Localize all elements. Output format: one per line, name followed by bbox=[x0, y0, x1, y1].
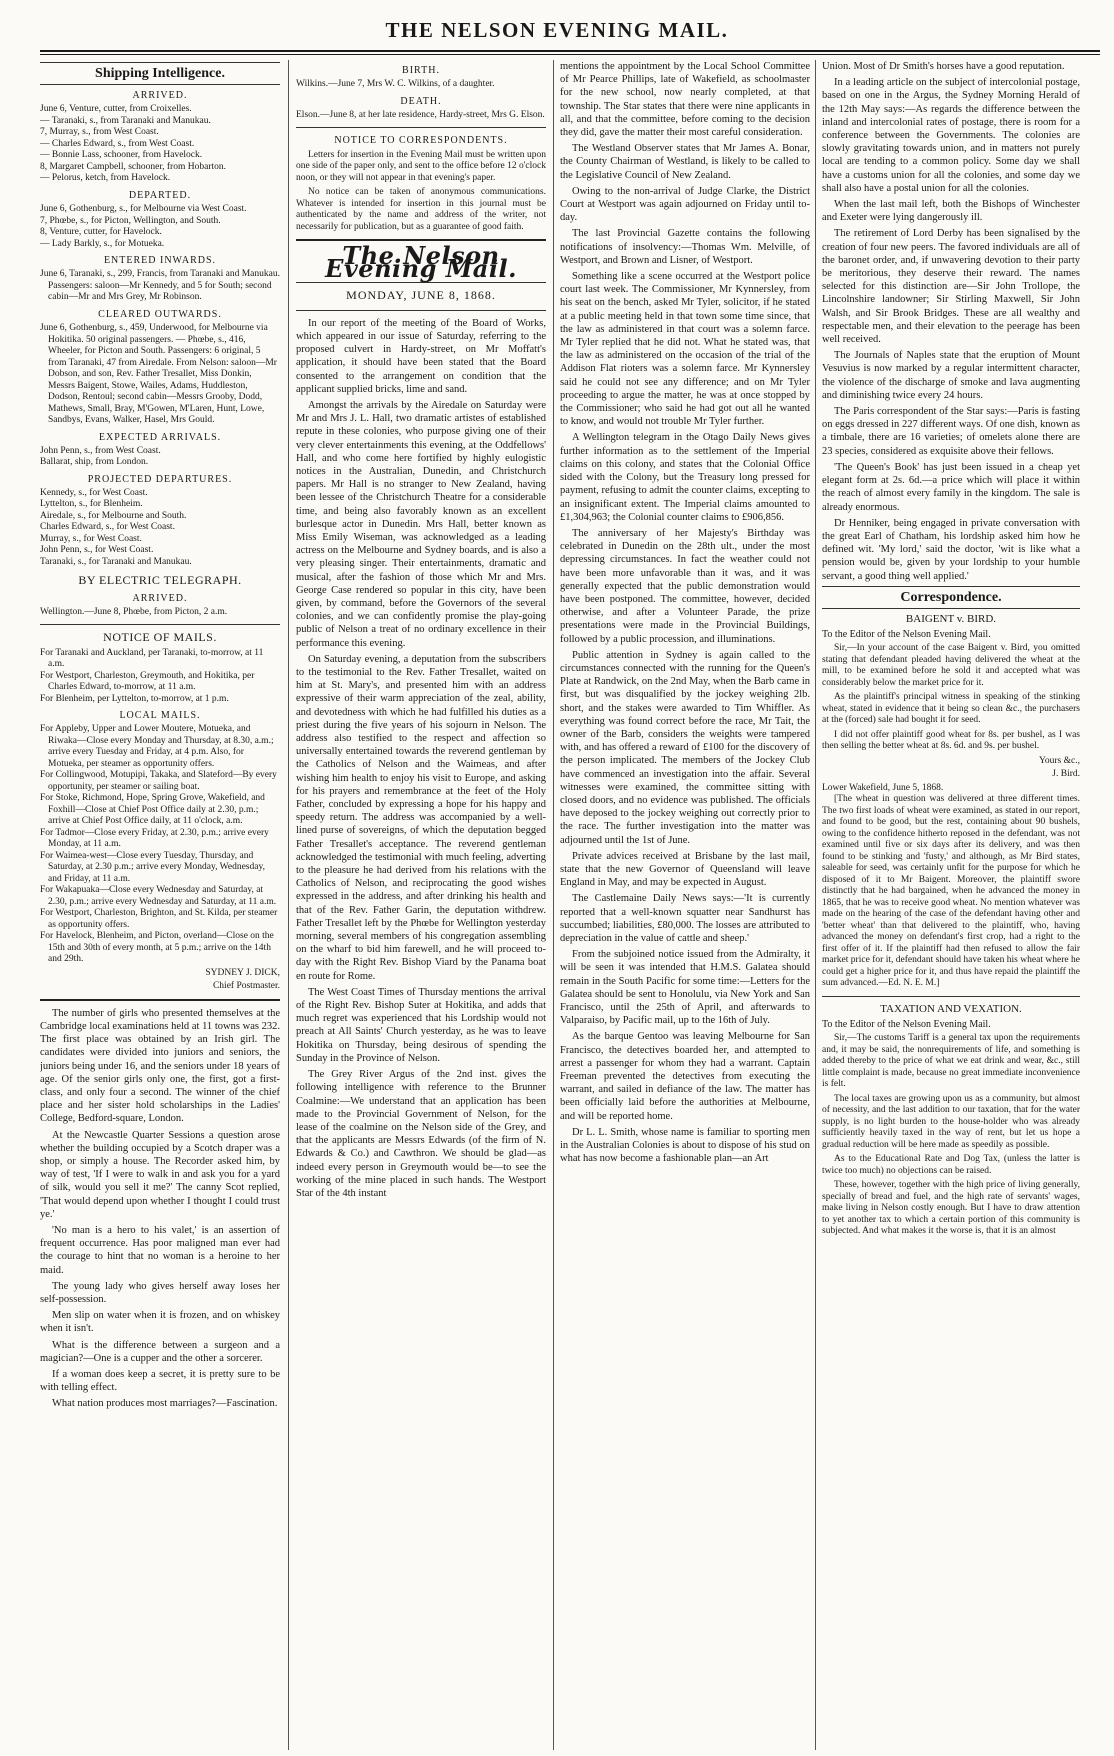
local-mails-heading: LOCAL MAILS. bbox=[119, 710, 201, 722]
death-heading: DEATH. bbox=[400, 95, 442, 107]
mails-signature: SYDNEY J. DICK, bbox=[205, 967, 280, 978]
divider bbox=[40, 999, 280, 1001]
list-item: 7, Murray, s., from West Coast. bbox=[40, 127, 159, 138]
paragraph: mentions the appointment by the Local School Committee of Mr Pearce Phillips, late of Wakefield, as schoolmaster for the new school, now nearly completed, at that township. The Star states that there were nine applicants in all, and that the committee, before coming to the decision they did, gave the matter their most careful consideration. bbox=[560, 61, 810, 139]
masthead-rule bbox=[40, 50, 1100, 55]
list-item: — Bonnie Lass, schooner, from Havelock. bbox=[40, 150, 203, 161]
paragraph: Dr L. L. Smith, whose name is familiar to sporting men in the Australian Colonies is about to dispose of his stud on what has now become a fashionable plan—an Art bbox=[560, 1126, 810, 1165]
list-item: — Taranaki, s., from Taranaki and Manukau. bbox=[40, 115, 211, 126]
death-text: Elson.—June 8, at her late residence, Hardy-street, Mrs G. Elson. bbox=[296, 109, 545, 120]
correspondence-heading: Correspondence. bbox=[822, 586, 1080, 609]
notice-heading: NOTICE TO CORRESPONDENTS. bbox=[334, 135, 508, 147]
paragraph: When the last mail left, both the Bishops of Winchester and Exeter were lying dangerously ill. bbox=[822, 199, 1080, 224]
shipping-heading: Shipping Intelligence. bbox=[40, 62, 280, 85]
paragraph: In our report of the meeting of the Board of Works, which appeared in our issue of Saturday, referring to the proposed culvert in Hardy-street, on Mr Moffatt's application, it should have been stated that the Board consented to the arrangement on condition that the applicant supplied bricks, lime and sand. bbox=[296, 317, 546, 395]
list-item: For Taranaki and Auckland, per Taranaki, to-morrow, at 11 a.m. bbox=[40, 647, 264, 670]
entered-heading: ENTERED INWARDS. bbox=[103, 255, 217, 267]
letter-paragraph: I did not offer plaintiff good wheat for 8s. per bushel, as I was then selling the better wheat at 8s. 6d. and 9s. per bushel. bbox=[822, 729, 1080, 752]
list-item: For Wakapuaka—Close every Wednesday and Saturday, at 2.30, p.m.; arrive every Wednesday and Saturday, at 11 a.m. bbox=[40, 885, 277, 907]
letter-paragraph: These, however, together with the high price of living generally, specially of bread and fuel, and the high rate of servants' wages, make living in Nelson costly enough. But I have to draw attention to yet another tax to which a certain portion of this community is subjected. And what makes it the worse is, that it is an almost bbox=[822, 1180, 1080, 1237]
paragraph: The Grey River Argus of the 2nd inst. gives the following intelligence with reference to the Brunner Coalmine:—We understand that an application has been made to the Provincial Government of Nelson, for the lease of the coalmine on the Nelson side of the Grey, and that the applicants are Messrs Edwards (of the firm of N. Edwards & Co.) and Cawthron. We should be glad—as indeed every person in Greymouth would be—to see the working of the mine placed in such hands. The Westport Star of the 4th instant bbox=[296, 1069, 546, 1199]
column-3 bbox=[560, 60, 810, 1750]
paragraph: The Paris correspondent of the Star says:—Paris is fasting on eggs dressed in 227 different ways. Of one dish, known as a timbale, there are 16 varieties; of omelets alone there are 23 species, considered as exquisite above their fellows. bbox=[822, 406, 1080, 457]
list-item: 7, Phœbe, s., for Picton, Wellington, and South. bbox=[40, 215, 221, 226]
list-item: — Lady Barkly, s., for Motueka. bbox=[40, 238, 165, 249]
paragraph: Private advices received at Brisbane by the last mail, state that the new Governor of Queensland will leave England in May, and may be expected in August. bbox=[560, 850, 810, 889]
entered-text: June 6, Taranaki, s., 299, Francis, from Taranaki and Manukau. Passengers: saloon—Mr Kennedy, and 5 for South; second cabin—Mr and Mrs Grey, Mr Robinson. bbox=[40, 269, 280, 303]
paragraph: A Wellington telegram in the Otago Daily News gives further information as to the settlement of the Imperial claims on this colony, and states that the Colonial Office sided with the Colony, but the Treasury long pressed for payment, refusing to admit the counter claims, excepting to an insignificant extent. The Imperial claims amounted to £1,304,963; the Colonial counter claims to £906,856. bbox=[560, 432, 810, 523]
list-item: For Appleby, Upper and Lower Moutere, Motueka, and Riwaka—Close every Monday and Thursday, at 8.30, a.m.; arrive every Tuesday and Friday, at 4 p.m. Also, for Motueka, per steamer as opportunity offers. bbox=[40, 724, 274, 769]
letter-heading: TAXATION AND VEXATION. bbox=[880, 1002, 1022, 1015]
telegraph-heading: BY ELECTRIC TELEGRAPH. bbox=[78, 573, 242, 588]
divider bbox=[296, 127, 546, 128]
paragraph: What is the difference between a surgeon and a magician?—One is a cupper and the other a sorcerer. bbox=[40, 1339, 280, 1364]
list-item: Ballarat, ship, from London. bbox=[40, 457, 149, 468]
list-item: Taranaki, s., for Taranaki and Manukau. bbox=[40, 556, 192, 567]
local-mails-list bbox=[40, 724, 280, 966]
list-item: For Westport, Charleston, Brighton, and St. Kilda, per steamer as opportunity offers. bbox=[40, 908, 278, 930]
letter-heading: BAIGENT v. BIRD. bbox=[905, 612, 997, 625]
list-item: Airedale, s., for Melbourne and South. bbox=[40, 510, 187, 521]
column-1 bbox=[40, 60, 280, 1750]
list-item: Lyttelton, s., for Blenheim. bbox=[40, 499, 143, 510]
expected-heading: EXPECTED ARRIVALS. bbox=[98, 431, 222, 443]
cleared-heading: CLEARED OUTWARDS. bbox=[98, 308, 222, 320]
notice-text: Letters for insertion in the Evening Mail must be written upon one side of the paper only, and sent to the office before 12 o'clock noon, or they will not appear in that evening's paper. bbox=[296, 149, 546, 183]
paragraph: Union. Most of Dr Smith's horses have a good reputation. bbox=[822, 61, 1065, 72]
paragraph: 'No man is a hero to his valet,' is an assertion of frequent occurrence. Has poor maligned man ever had the courage to hint that no woman is a heroine to her maid. bbox=[40, 1224, 280, 1276]
paper-title: The Nelson Evening Mail. bbox=[325, 241, 517, 284]
list-item: For Tadmor—Close every Friday, at 2.30, p.m.; arrive every Monday, at 11 a.m. bbox=[40, 827, 269, 850]
list-item: June 6, Venture, cutter, from Croixelles. bbox=[40, 104, 192, 115]
list-item: For Havelock, Blenheim, and Picton, overland—Close on the 15th and 30th of every month, at 5 p.m.; arrive on the 14th and 29th. bbox=[40, 931, 274, 965]
arrived-heading: ARRIVED. bbox=[132, 90, 188, 102]
letter-paragraph: The local taxes are growing upon us as a community, but almost of necessity, and the last addition to our taxation, that for the water supply, is no light burden to the house-holder who was already sufficiently heavily taxed in the way of rent, but let us hope a gradual reduction will be here made as speedily as possible. bbox=[822, 1093, 1080, 1150]
divider bbox=[40, 624, 280, 625]
letter-salutation: To the Editor of the Nelson Evening Mail. bbox=[822, 1019, 991, 1031]
column-2 bbox=[296, 60, 546, 1750]
letter-salutation: To the Editor of the Nelson Evening Mail. bbox=[822, 629, 991, 641]
paragraph: The number of girls who presented themselves at the Cambridge local examinations held at 11 towns was 232. The first place was obtained by an Irish girl. The candidates were divided into juniors and seniors, the juniors being under 16, and the seniors under 18 years of age. Of the senior girls only one, the first, got a first-class, and only four a second. The winner of the chief place and her sister hold scholarships in the Ladies' College, Bedford-square, London. bbox=[40, 1007, 280, 1125]
projected-heading: PROJECTED DEPARTURES. bbox=[87, 473, 233, 485]
column-divider bbox=[288, 60, 289, 1750]
paragraph: The anniversary of her Majesty's Birthday was celebrated in Dunedin on the 28th ult., under the most depressing circumstances. In fact the weather could not have been more unfavorable than it was, and it was generally expected that the public demonstration would have been postponed. The committee, however, decided otherwise, and after a Volunteer Parade, the prize presentations were made in the Provincial Buildings, followed by a public procession, and illuminations. bbox=[560, 527, 810, 645]
divider bbox=[822, 996, 1080, 997]
paragraph: As the barque Gentoo was leaving Melbourne for San Francisco, the detectives boarded her, and attempted to arrest a passenger for whom they had a warrant. Captain Freeman prevented the detectives from executing the warrant, and sailed in defiance of the law. The matter has been officially laid before the authorities at Melbourne, and will be reported home. bbox=[560, 1031, 810, 1122]
paragraph: The Journals of Naples state that the eruption of Mount Vesuvius is now marked by a regular intermittent character, the violence of the discharge of smoke and lava augmenting and diminishing twice every 24 hours. bbox=[822, 350, 1080, 401]
paragraph: From the subjoined notice issued from the Admiralty, it will be seen it was intended that H.M.S. Galatea should remain in the South Pacific for some time:—Letters for the Galatea should be sent to Honolulu, via New York and San Francisco, until the 25th of April, and afterwards to Valparaiso, by Pacific mail, up to the 16th of July. bbox=[560, 949, 810, 1027]
list-item: Charles Edward, s., for West Coast. bbox=[40, 522, 175, 533]
list-item: For Blenheim, per Lyttelton, to-morrow, at 1 p.m. bbox=[40, 693, 229, 704]
letter-paragraph: As the plaintiff's principal witness in speaking of the stinking wheat, stated in evidence that it being so clean &c., the purchasers at the (forced) sale had bought it for seed. bbox=[822, 692, 1080, 726]
birth-text: Wilkins.—June 7, Mrs W. C. Wilkins, of a daughter. bbox=[296, 79, 495, 90]
paragraph: The last Provincial Gazette contains the following notifications of insolvency:—Thomas Wm. Melville, of Westport, and Brown and Lisner, of Westport. bbox=[560, 228, 810, 266]
paragraph: Men slip on water when it is frozen, and on whiskey when it isn't. bbox=[40, 1310, 280, 1335]
letter-paragraph: Sir,—In your account of the case Baigent v. Bird, you omitted stating that defendant pleaded having delivered the wheat at the mill, to be examined before he sold it and accepted what was considerably below the market price for it. bbox=[822, 643, 1080, 688]
list-item: John Penn, s., from West Coast. bbox=[40, 445, 161, 456]
paragraph: Dr Henniker, being engaged in private conversation with the great Earl of Chatham, his lordship asked him how he defined wit. 'My lord,' said the doctor, 'wit is like what a pension would be, given by your lordship to your humble servant, a good thing well applied.' bbox=[822, 517, 1080, 582]
divider bbox=[296, 310, 546, 311]
letter-paragraph: Sir,—The customs Tariff is a general tax upon the requirements and, it may be said, the nonrequirements of life, and something is added thereby to the price of what we eat drink and wear, &c., still little complaint is made, because no great immediate inconvenience is felt. bbox=[822, 1033, 1080, 1090]
cleared-text: June 6, Gothenburg, s., 459, Underwood, for Melbourne via Hokitika. 50 original passengers. — Phœbe, s., 416, Wheeler, for Picton and South. Passengers: 6 original, 5 from Taranaki, 47 from Airedale. From Nelson: saloon—Mr Dobson, and son, Rev. Father Tresallet, Miss Donkin, Messrs Baigent, Stowe, Wailes, Adams, Huddleston, Dodson, Rentoul; second cabin—Messrs Grooby, Dodd, Mathews, Small, Bray, M'Gowen, M'Laren, Hunt, Lowe, Sandbys, Evans, Walker, Hasel, Mrs Gould. bbox=[40, 323, 277, 426]
editor-note: [The wheat in question was delivered at three different times. The two first loads of wheat were examined, as stated in our report, and found to be good, but the rest, containing about 90 bushels, owing to the confidence hitherto reposed in the defendant, was not examined until five or six days after its delivery, and was then found to be stinking and 'fusty,' and although, as Mr Bird states, saleable for seed, was certainly unfit for the purpose for which he disposed of it to Mr Baigent. Moreover, the plaintiff swore distinctly that he had bargained, when he advanced the money in 1865, that he was to receive good wheat. No mention whatever was made on the hearing of the case of the defendant having other and 'better wheat' than that delivered to the plaintiff, who, having advanced the money on defendant's first crop, had a right to the first offer of it. If the plaintiff had then refused to allow the fair market price for it, defendant should have taken his wheat where he could get a higher price for it, and thus have repaid the plaintiff the sum advanced.—Ed. N. E. M.] bbox=[822, 794, 1080, 989]
list-item: 8, Venture, cutter, for Havelock. bbox=[40, 227, 162, 238]
list-item: — Pelorus, ketch, from Havelock. bbox=[40, 173, 171, 184]
paragraph: At the Newcastle Quarter Sessions a question arose whether the building occupied by a Scotch draper was a shop, or simply a house. The Recorder asked him, by way of test, 'If I were to walk in and ask you for a yard of silk, would you sell it me?' The canny Scot replied, 'That would depend upon whether I thought I could trust ye.' bbox=[40, 1129, 280, 1220]
column-divider bbox=[815, 60, 816, 1750]
letter-signature: J. Bird. bbox=[1052, 769, 1080, 780]
list-item: June 6, Gothenburg, s., for Melbourne via West Coast. bbox=[40, 204, 247, 215]
column-divider bbox=[553, 60, 554, 1750]
list-item: For Westport, Charleston, Greymouth, and Hokitika, per Charles Edward, to-morrow, at 11 a.m. bbox=[40, 670, 255, 693]
birth-heading: BIRTH. bbox=[402, 65, 440, 76]
paragraph: Public attention in Sydney is again called to the circumstances connected with the running for the Queen's Plate at Randwick, on the 2nd May, when the Barb came in first, but was disqualified by the jockey weighing 2lb. short, and the stakes were awarded to Tim Whiffler. As everything was found correct before the race, Mr Tait, the owner of the Barb, considers the weights were tampered with, and has offered a reward of £100 for the discovery of the person implicated. The members of the Jockey Club have commenced an investigation into the affair. Several witnesses were examined, the committee sitting with closed doors, and no evidence was published. The officials have deposed to the jockey weighing out correctly prior to the race. The further investigation into the matter was adjourned until the 1st of June. bbox=[560, 649, 810, 846]
paragraph: The Castlemaine Daily News says:—'It is currently reported that a well-known squatter near Sandhurst has succumbed; liabilities, £80,000. The losses are attributed to depreciation in the value of cattle and sheep.' bbox=[560, 893, 810, 944]
list-item: John Penn, s., for West Coast. bbox=[40, 545, 154, 556]
departed-heading: DEPARTED. bbox=[128, 189, 192, 201]
paragraph: On Saturday evening, a deputation from the subscribers to the testimonial to the Rev. Father Tresallet, waited on him at St. Mary's, and presented him with an address expressive of their warm appreciation of the zeal, ability, and devotedness with which he had fulfilled his duties as a priest during the five years of his sojourn in Nelson. The address also testified to the respect and affection so universally entertained towards the reverend gentleman by the Catholics of Nelson and the Waimeas, and after wishing him health to enjoy his visit to Europe, and asking for his prayers and remembrance at the feet of the Holy Father, concluded by expressing a hope for his happy and speedy return. The address was accompanied by a well-lined purse of sovereigns, of which the deputation begged Father Tresallet's acceptance. The reverend gentleman acknowledged the testimonial with much feeling, adverting to the pleasure he had derived from his relations with the Catholics of Nelson, and reciprocating the good wishes expressed in the address, and after drinking his health and that of the Rev. Father Garin, the deputation withdrew. Father Tresallet left by the Phœbe for Wellington yesterday morning, several members of his congregation assembling on the wharf to bid him farewell, and he will proceed to-day with the Right Rev. Bishop Viard by the Panama boat en route for Rome. bbox=[296, 653, 546, 982]
paragraph: If a woman does keep a secret, it is pretty sure to be with telling effect. bbox=[40, 1369, 280, 1394]
paragraph: The young lady who gives herself away loses her self-possession. bbox=[40, 1280, 280, 1305]
letter-paragraph: As to the Educational Rate and Dog Tax, (unless the latter is twice too much) no objections can be raised. bbox=[822, 1154, 1080, 1176]
paragraph: Amongst the arrivals by the Airedale on Saturday were Mr and Mrs J. L. Hall, two dramatic artistes of established repute in these colonies, who purpose giving one of their very clever entertainments this evening, at the Oddfellows' Hall, and who come here fortified by highly eulogistic notices in the Australian, Dunedin, and Christchurch papers. Mr Hall is no stranger to New Zealand, having been lessee of the Christchurch Theatre for a considerable time, and being also favorably known as an excellent burlesque actor in Dunedin. Mrs Hall, better known as Miss Emily Wiseman, was acknowledged as a leading actress on the Melbourne and Sydney boards, and is also a very pleasing singer. Their entertainments, dramatic and musical, after the fashion of those which Mr and Mrs. George Case rendered so popular in this city, have been given, by command, before the Governors of the several colonies, and we can confidently promise the play-going public of Nelson a treat of no ordinary excellence in their performance this evening. bbox=[296, 399, 546, 649]
paragraph: Owing to the non-arrival of Judge Clarke, the District Court at Westport was again adjourned on Friday until to-day. bbox=[560, 185, 810, 224]
letter-place-date: Lower Wakefield, June 5, 1868. bbox=[822, 782, 944, 793]
list-item: Kennedy, s., for West Coast. bbox=[40, 487, 148, 498]
projected-list bbox=[40, 488, 280, 569]
list-item: For Collingwood, Motupipi, Takaka, and Slateford—By every opportunity, per steamer or sailing boat. bbox=[40, 770, 277, 792]
list-item: For Waimea-west—Close every Tuesday, Thursday, and Saturday, at 2.30 p.m.; arrive every Monday, Wednesday, and Friday, at 11 a.m. bbox=[40, 850, 265, 884]
paragraph: The Westland Observer states that Mr James A. Bonar, the County Chairman of Westland, is likely to be called to the Legislative Council of New Zealand. bbox=[560, 143, 810, 181]
issue-date: MONDAY, JUNE 8, 1868. bbox=[346, 287, 496, 302]
list-item: — Charles Edward, s., from West Coast. bbox=[40, 138, 195, 149]
paragraph: The West Coast Times of Thursday mentions the arrival of the Right Rev. Bishop Suter at Hokitika, and adds that much regret was experienced that his Lordship would not preach at All Saints' Church yesterday, as he was to leave Hokitika on Thursday, being desirous of spending the Sunday in the Province of Nelson. bbox=[296, 986, 546, 1064]
list-item: Murray, s., for West Coast. bbox=[40, 533, 142, 544]
column-4 bbox=[822, 60, 1080, 1750]
mails-list bbox=[40, 648, 280, 706]
mails-signature-title: Chief Postmaster. bbox=[212, 981, 280, 992]
paragraph: In a leading article on the subject of intercolonial postage, based on one in the Argus, the Sydney Morning Herald of the 12th May says:—As regards the difference between the inland and intercolonial rates of postage, there is room for a conference between the Governments. The colonies are slowly gravitating towards union, and in matters not purely local are tending to a common policy. Some day we shall have a customs union for all the colonies, and some day we shall also have a postal union for all the colonies. bbox=[822, 77, 1080, 194]
masthead: THE NELSON EVENING MAIL. bbox=[385, 18, 729, 42]
paragraph: The retirement of Lord Derby has been signalised by the creation of four new peers. The favored individuals are all of the baronet order, and, if unwavering devotion to their party be meritorious, they deserve their reward. The names selected for this distinction are—Sir John Trollope, the Lincolnshire landowner; Sir Stirling Maxwell, Sir John Walsh, and Sir Brook Bridges. These are all wealthy and respectable men, and their elevation to the peerage has been well received. bbox=[822, 228, 1080, 346]
mails-heading: NOTICE OF MAILS. bbox=[103, 630, 217, 645]
expected-list bbox=[40, 446, 280, 469]
list-item: For Stoke, Richmond, Hope, Spring Grove, Wakefield, and Foxhill—Close at Chief Post Office daily at 2.30, p.m.; arrive at Chief Post Office daily, at 11 o'clock, a.m. bbox=[40, 793, 265, 827]
departed-list bbox=[40, 204, 280, 250]
paragraph: Something like a scene occurred at the Westport police court last week. The Commissioner, Mr Kynnersley, from his seat on the bench, asked Mr Tyler, solicitor, if he stated at a public meeting held in that town some time since, that the law as administered in that court was a solemn farce. Mr Tyler replied that he did not. What he stated was, that the law as administered on the occasion of the trial of the Addison Flat rioters was a solemn farce. Mr Kynnersley said he could not see any difference; and on Mr Tyler proceeding to argue the matter, he was at once stopped by the Commissioner; who said he had got out all he wanted to know, and would not trouble Mr Tyler further. bbox=[560, 271, 810, 428]
paragraph: 'The Queen's Book' has just been issued in a cheap yet elegant form at 2s. 6d.—a price which will place it within the reach of almost every family in the kingdom. The sale is already enormous. bbox=[822, 461, 1080, 513]
telegraph-arrived-heading: ARRIVED. bbox=[132, 592, 188, 604]
paragraph: What nation produces most marriages?—Fascination. bbox=[52, 1398, 278, 1410]
notice-text: No notice can be taken of anonymous communications. Whatever is intended for insertion in this journal must be authenticated by the name and address of the writer, not necessarily for publication, but as a guarantee of good faith. bbox=[296, 187, 546, 232]
letter-signoff: Yours &c., bbox=[1038, 755, 1080, 766]
list-item: 8, Margaret Campbell, schooner, from Hobarton. bbox=[40, 161, 226, 172]
telegraph-text: Wellington.—June 8, Phœbe, from Picton, 2 a.m. bbox=[40, 606, 228, 617]
arrived-list bbox=[40, 104, 280, 185]
